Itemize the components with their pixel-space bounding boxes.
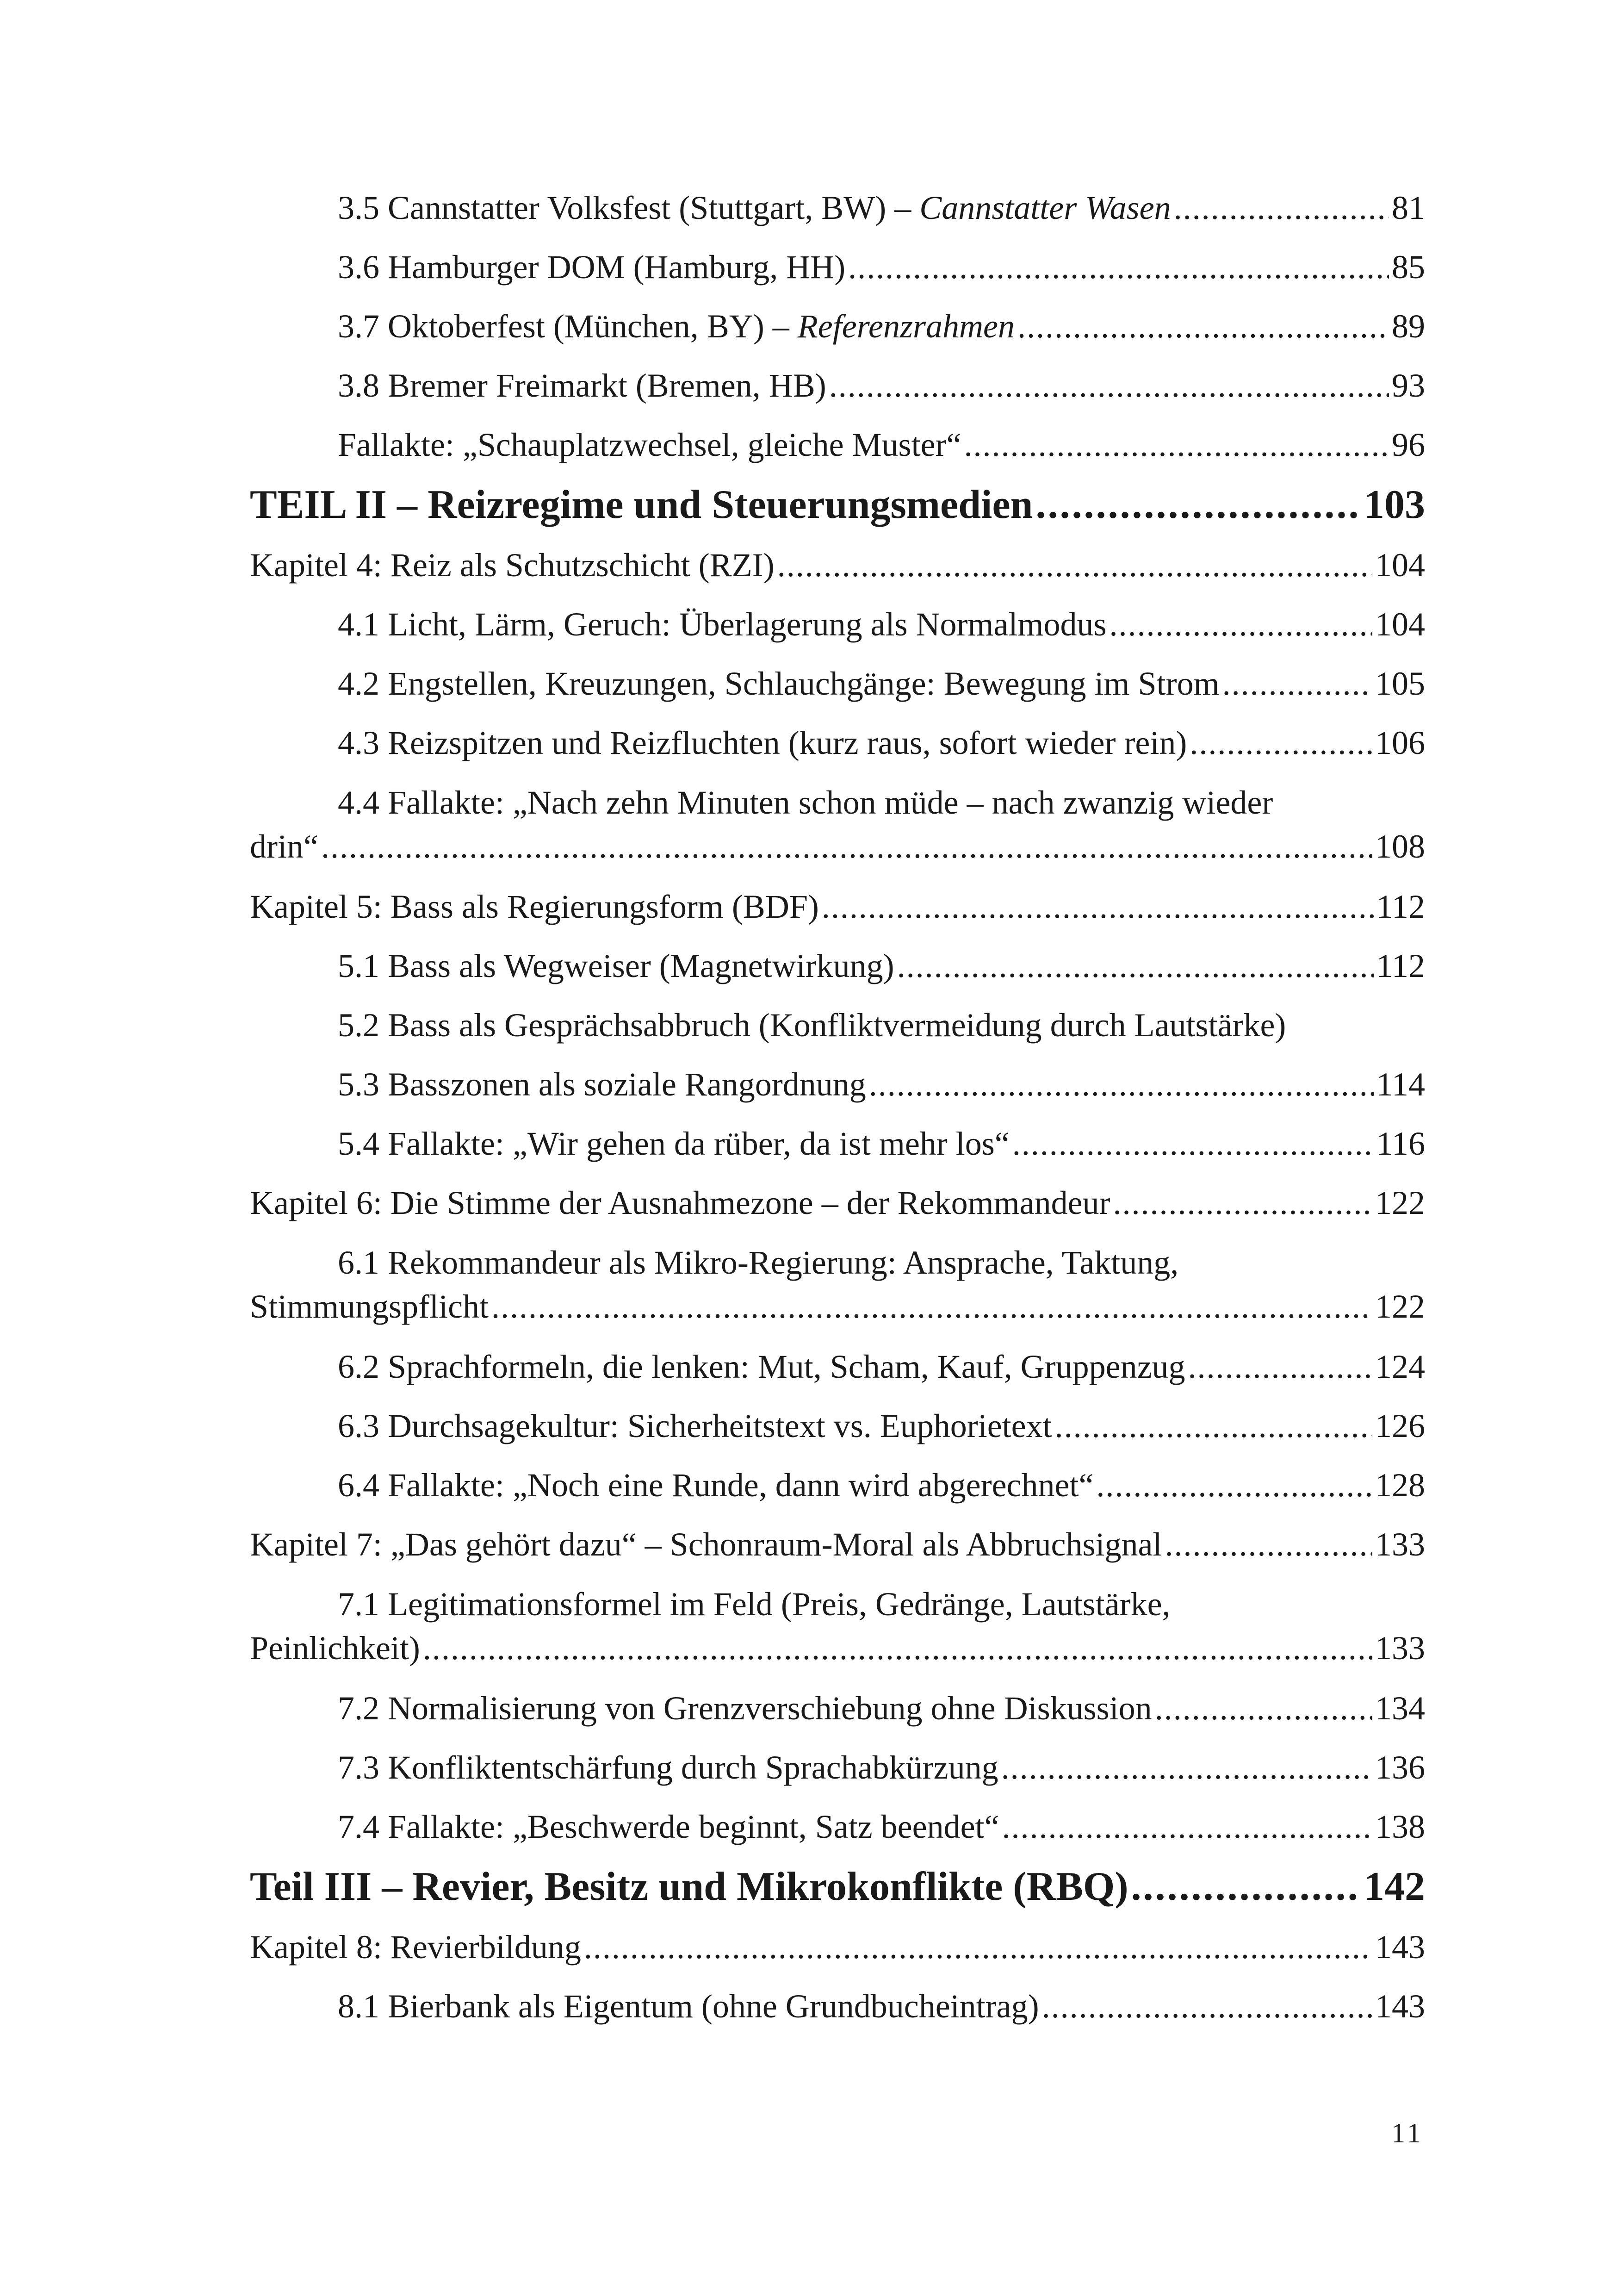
toc-page-number: 96 (1392, 426, 1425, 463)
toc-entry-title-line1: 4.4 Fallakte: „Nach zehn Minuten schon müde – nach zwanzig wieder (338, 784, 1273, 821)
toc-section-entry (250, 996, 1425, 1055)
toc-page-number: 142 (1364, 1864, 1425, 1909)
toc-entry-title: 7.2 Normalisierung von Grenzverschiebung ohne Diskussion (338, 1690, 1152, 1727)
toc-chapter-entry (250, 535, 1425, 595)
toc-page-number: 134 (1375, 1690, 1425, 1727)
toc-section-entry (250, 297, 1425, 356)
toc-entry-title: 3.8 Bremer Freimarkt (Bremen, HB) (338, 367, 826, 404)
toc-page-number: 133 (1375, 1526, 1425, 1563)
toc-dot-leader (1055, 1396, 1372, 1456)
toc-dot-leader (1190, 713, 1372, 772)
toc-entry-title: Teil III – Revier, Besitz und Mikrokonflikte (RBQ) (250, 1864, 1128, 1909)
toc-chapter-entry (250, 1515, 1425, 1574)
toc-entry-title: Kapitel 7: „Das gehört dazu“ – Schonraum-Moral als Abbruchsignal (250, 1526, 1162, 1563)
table-of-contents (250, 178, 1425, 2036)
toc-section-entry (250, 772, 1425, 877)
toc-page-number: 122 (1375, 1288, 1425, 1325)
toc-entry-title: drin“ (250, 828, 318, 865)
toc-dot-leader (1002, 1797, 1373, 1856)
toc-entry-title: Kapitel 5: Bass als Regierungsform (BDF) (250, 888, 819, 925)
toc-dot-leader (1012, 1114, 1374, 1173)
toc-section-entry (250, 178, 1425, 237)
toc-section-entry (250, 415, 1425, 474)
toc-entry-italic-title: Cannstatter Wasen (919, 189, 1171, 226)
toc-dot-leader (829, 356, 1389, 415)
toc-page-number: 124 (1375, 1348, 1425, 1385)
toc-dot-leader (1165, 1515, 1372, 1574)
toc-entry-title: 4.2 Engstellen, Kreuzungen, Schlauchgänge: Bewegung im Strom (338, 665, 1220, 702)
toc-page-number: 138 (1375, 1808, 1425, 1845)
toc-section-entry (250, 654, 1425, 713)
toc-dot-leader (1017, 297, 1389, 356)
toc-entry-title-line1: 7.1 Legitimationsformel im Feld (Preis, Gedränge, Lautstärke, (338, 1586, 1171, 1623)
toc-entry-title: Stimmungspflicht (250, 1288, 489, 1325)
toc-dot-leader (1155, 1679, 1372, 1738)
toc-page-number: 85 (1392, 249, 1425, 286)
toc-page-number: 89 (1392, 308, 1425, 345)
toc-entry-title: 4.1 Licht, Lärm, Geruch: Überlagerung als Normalmodus (338, 606, 1107, 643)
toc-section-entry (250, 1797, 1425, 1856)
toc-section-entry (250, 1337, 1425, 1396)
toc-entry-title: 7.3 Konfliktentschärfung durch Sprachabkürzung (338, 1749, 998, 1786)
toc-entry-title: 3.7 Oktoberfest (München, BY) – Referenzrahmen (338, 308, 1015, 345)
toc-entry-title: 8.1 Bierbank als Eigentum (ohne Grundbucheintrag) (338, 1988, 1039, 2025)
toc-page-number: 106 (1375, 724, 1425, 761)
toc-dot-leader (1110, 595, 1372, 654)
toc-dot-leader (964, 415, 1389, 474)
toc-entry-title: 5.4 Fallakte: „Wir gehen da rüber, da ist mehr los“ (338, 1125, 1010, 1162)
toc-section-entry (250, 356, 1425, 415)
toc-entry-title: Fallakte: „Schauplatzwechsel, gleiche Muster“ (338, 426, 961, 463)
toc-dot-leader (1036, 474, 1362, 535)
toc-page-number: 112 (1376, 888, 1425, 925)
toc-entry-title: 4.3 Reizspitzen und Reizfluchten (kurz raus, sofort wieder rein) (338, 724, 1187, 761)
toc-dot-leader (1113, 1173, 1372, 1232)
toc-dot-leader (1042, 1977, 1372, 2036)
toc-dot-leader (423, 1626, 1372, 1670)
toc-dot-leader (897, 936, 1374, 996)
toc-dot-leader (777, 535, 1372, 595)
toc-part-heading (250, 474, 1425, 535)
page-number: 11 (1391, 2118, 1424, 2148)
toc-section-entry (250, 713, 1425, 772)
toc-entry-title: Kapitel 8: Revierbildung (250, 1929, 581, 1966)
toc-section-entry (250, 1738, 1425, 1797)
toc-entry-title: 5.2 Bass als Gesprächsabbruch (Konfliktvermeidung durch Lautstärke) (338, 1007, 1286, 1044)
toc-entry-title: 5.3 Basszonen als soziale Rangordnung (338, 1066, 866, 1103)
toc-page-number: 126 (1375, 1407, 1425, 1444)
toc-section-entry (250, 1574, 1425, 1679)
toc-page-number: 103 (1364, 482, 1425, 527)
toc-section-entry (250, 1679, 1425, 1738)
toc-entry-title: Kapitel 4: Reiz als Schutzschicht (RZI) (250, 547, 775, 584)
toc-dot-leader (321, 825, 1372, 869)
toc-entry-title: 3.6 Hamburger DOM (Hamburg, HH) (338, 249, 846, 286)
toc-page-number: 136 (1375, 1749, 1425, 1786)
toc-page-number: 112 (1376, 947, 1425, 984)
toc-part-heading (250, 1856, 1425, 1917)
toc-section-entry (250, 237, 1425, 297)
toc-dot-leader (1222, 654, 1372, 713)
toc-entry-italic-title: Referenzrahmen (797, 308, 1015, 345)
toc-section-entry (250, 1977, 1425, 2036)
toc-entry-title: Peinlichkeit) (250, 1630, 420, 1667)
toc-page-number: 133 (1375, 1630, 1425, 1667)
toc-section-entry (250, 1456, 1425, 1515)
toc-page-number: 114 (1376, 1066, 1425, 1103)
toc-page-number: 105 (1375, 665, 1425, 702)
toc-entry-title: 3.5 Cannstatter Volksfest (Stuttgart, BW) – Cannstatter Wasen (338, 189, 1171, 226)
toc-dot-leader (869, 1055, 1374, 1114)
toc-page-number: 104 (1375, 547, 1425, 584)
toc-page-number: 116 (1376, 1125, 1425, 1162)
toc-chapter-entry (250, 1917, 1425, 1977)
toc-dot-leader (1131, 1856, 1361, 1917)
toc-section-entry (250, 595, 1425, 654)
toc-page-number: 128 (1375, 1467, 1425, 1504)
toc-dot-leader (1188, 1337, 1372, 1396)
toc-entry-title: 6.3 Durchsagekultur: Sicherheitstext vs. Euphorietext (338, 1407, 1052, 1444)
toc-page-number: 143 (1375, 1988, 1425, 2025)
toc-chapter-entry (250, 1173, 1425, 1232)
toc-section-entry (250, 1055, 1425, 1114)
toc-section-entry (250, 1396, 1425, 1456)
toc-entry-title: 6.2 Sprachformeln, die lenken: Mut, Scham, Kauf, Gruppenzug (338, 1348, 1185, 1385)
toc-dot-leader (1174, 178, 1389, 237)
toc-entry-title: 6.4 Fallakte: „Noch eine Runde, dann wird abgerechnet“ (338, 1467, 1094, 1504)
toc-entry-title: 5.1 Bass als Wegweiser (Magnetwirkung) (338, 947, 894, 984)
toc-dot-leader (848, 237, 1389, 297)
toc-section-entry (250, 936, 1425, 996)
toc-entry-title: 7.4 Fallakte: „Beschwerde beginnt, Satz beendet“ (338, 1808, 999, 1845)
toc-page-number: 81 (1392, 189, 1425, 226)
toc-chapter-entry (250, 877, 1425, 936)
toc-page-number: 104 (1375, 606, 1425, 643)
toc-section-entry (250, 1114, 1425, 1173)
toc-entry-title: Kapitel 6: Die Stimme der Ausnahmezone – der Rekommandeur (250, 1184, 1110, 1221)
toc-dot-leader (491, 1285, 1372, 1329)
toc-section-entry (250, 1232, 1425, 1337)
toc-dot-leader (584, 1917, 1372, 1977)
toc-page-number: 108 (1375, 828, 1425, 865)
toc-page-number: 143 (1375, 1929, 1425, 1966)
toc-dot-leader (822, 877, 1374, 936)
toc-dot-leader (1001, 1738, 1372, 1797)
toc-page-number: 93 (1392, 367, 1425, 404)
toc-entry-title: TEIL II – Reizregime und Steuerungsmedien (250, 482, 1033, 527)
toc-dot-leader (1096, 1456, 1372, 1515)
toc-page-number: 122 (1375, 1184, 1425, 1221)
toc-entry-title-line1: 6.1 Rekommandeur als Mikro-Regierung: Ansprache, Taktung, (338, 1244, 1179, 1281)
